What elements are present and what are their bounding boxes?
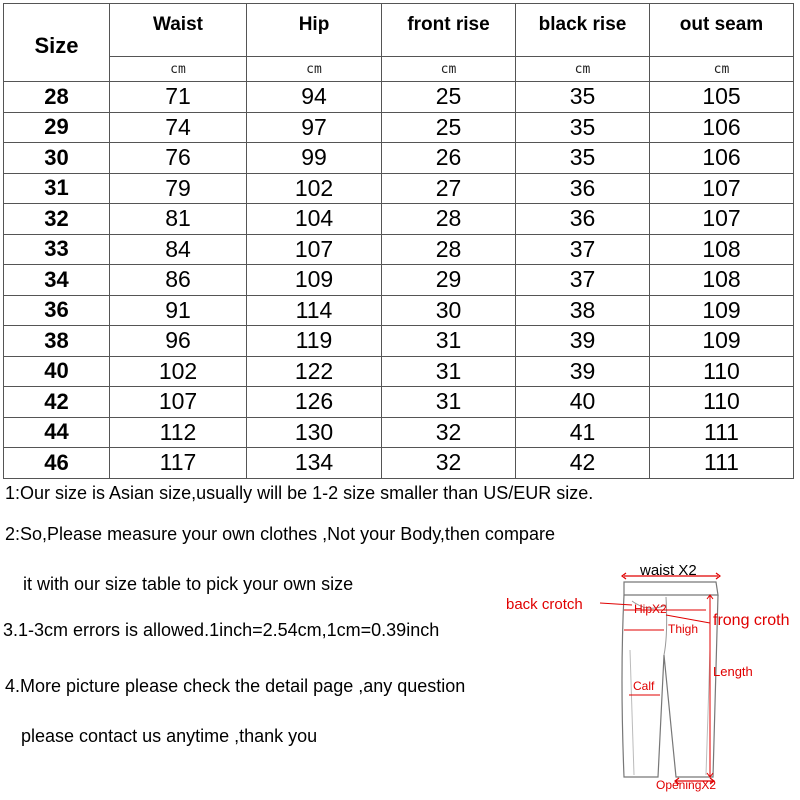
measurement-cell: 81 — [110, 204, 247, 235]
measurement-cell: 107 — [650, 204, 794, 235]
header-hip: Hip — [247, 4, 382, 57]
note-4: 4.More picture please check the detail page ,any question — [5, 676, 466, 696]
measurement-cell: 31 — [382, 356, 516, 387]
measurement-cell: 40 — [516, 387, 650, 418]
measurement-cell: 71 — [110, 82, 247, 113]
header-size: Size — [4, 4, 110, 82]
label-waist: waist X2 — [640, 562, 697, 579]
measurement-cell: 91 — [110, 295, 247, 326]
measurement-cell: 109 — [650, 326, 794, 357]
size-cell: 28 — [4, 82, 110, 113]
size-cell: 38 — [4, 326, 110, 357]
unit-cell: cm — [650, 57, 794, 82]
measurement-cell: 112 — [110, 417, 247, 448]
measurement-cell: 99 — [247, 143, 382, 174]
size-cell: 40 — [4, 356, 110, 387]
table-row — [4, 417, 794, 448]
measurement-cell: 134 — [247, 448, 382, 479]
measurement-cell: 108 — [650, 234, 794, 265]
measurement-cell: 102 — [110, 356, 247, 387]
table-header-row — [4, 4, 794, 57]
measurement-cell: 108 — [650, 265, 794, 296]
header-out-seam: out seam — [650, 4, 794, 57]
table-row — [4, 356, 794, 387]
measurement-cell: 41 — [516, 417, 650, 448]
table-row — [4, 265, 794, 296]
measurement-cell: 32 — [382, 448, 516, 479]
measurement-cell: 97 — [247, 112, 382, 143]
measurement-cell: 36 — [516, 173, 650, 204]
measurement-cell: 114 — [247, 295, 382, 326]
label-calf: Calf — [633, 679, 655, 693]
measurement-cell: 35 — [516, 143, 650, 174]
measurement-cell: 130 — [247, 417, 382, 448]
size-cell: 34 — [4, 265, 110, 296]
table-row — [4, 82, 794, 113]
label-thigh: Thigh — [668, 622, 699, 636]
measurement-cell: 110 — [650, 387, 794, 418]
unit-cell: cm — [247, 57, 382, 82]
measurement-cell: 105 — [650, 82, 794, 113]
unit-cell: cm — [382, 57, 516, 82]
unit-row — [4, 57, 794, 82]
measurement-cell: 29 — [382, 265, 516, 296]
size-cell: 33 — [4, 234, 110, 265]
pants-measurement-diagram — [500, 555, 800, 800]
table-row — [4, 204, 794, 235]
header-back-rise: black rise — [516, 4, 650, 57]
measurement-cell: 117 — [110, 448, 247, 479]
measurement-cell: 35 — [516, 82, 650, 113]
measurement-cell: 109 — [650, 295, 794, 326]
size-cell: 44 — [4, 417, 110, 448]
measurement-cell: 119 — [247, 326, 382, 357]
measurement-cell: 111 — [650, 417, 794, 448]
measurement-cell: 110 — [650, 356, 794, 387]
measurement-cell: 102 — [247, 173, 382, 204]
measurement-cell: 96 — [110, 326, 247, 357]
measurement-cell: 107 — [650, 173, 794, 204]
size-cell: 30 — [4, 143, 110, 174]
table-row — [4, 143, 794, 174]
table-row — [4, 173, 794, 204]
measurement-cell: 37 — [516, 234, 650, 265]
measurement-cell: 84 — [110, 234, 247, 265]
measurement-cell: 76 — [110, 143, 247, 174]
measurement-cell: 106 — [650, 112, 794, 143]
label-hip: HipX2 — [634, 602, 667, 616]
note-4-continued: please contact us anytime ,thank you — [21, 726, 318, 746]
measurement-cell: 126 — [247, 387, 382, 418]
measurement-cell: 86 — [110, 265, 247, 296]
measurement-cell: 109 — [247, 265, 382, 296]
measurement-cell: 28 — [382, 234, 516, 265]
note-2: 2:So,Please measure your own clothes ,Not your Body,then compare — [5, 524, 555, 544]
table-row — [4, 112, 794, 143]
note-1: 1:Our size is Asian size,usually will be 1-2 size smaller than US/EUR size. — [5, 483, 594, 503]
measurement-cell: 106 — [650, 143, 794, 174]
measurement-cell: 25 — [382, 82, 516, 113]
measurement-cell: 74 — [110, 112, 247, 143]
unit-cell: cm — [516, 57, 650, 82]
header-waist: Waist — [110, 4, 247, 57]
table-body — [4, 82, 794, 479]
size-cell: 31 — [4, 173, 110, 204]
measurement-cell: 39 — [516, 326, 650, 357]
measurement-cell: 39 — [516, 356, 650, 387]
table-row — [4, 387, 794, 418]
table-row — [4, 295, 794, 326]
label-length: Length — [713, 664, 753, 679]
size-cell: 29 — [4, 112, 110, 143]
table-row — [4, 326, 794, 357]
measurement-cell: 38 — [516, 295, 650, 326]
measurement-cell: 31 — [382, 387, 516, 418]
table-row — [4, 234, 794, 265]
label-front-crotch: frong croth — [713, 612, 790, 629]
measurement-cell: 27 — [382, 173, 516, 204]
size-table — [3, 3, 794, 479]
measurement-cell: 104 — [247, 204, 382, 235]
size-cell: 42 — [4, 387, 110, 418]
size-cell: 46 — [4, 448, 110, 479]
measurement-cell: 94 — [247, 82, 382, 113]
measurement-cell: 79 — [110, 173, 247, 204]
measurement-cell: 31 — [382, 326, 516, 357]
measurement-cell: 32 — [382, 417, 516, 448]
measurement-cell: 35 — [516, 112, 650, 143]
measurement-cell: 28 — [382, 204, 516, 235]
header-front-rise: front rise — [382, 4, 516, 57]
unit-cell: cm — [110, 57, 247, 82]
pants-outline-icon — [500, 555, 800, 800]
size-cell: 36 — [4, 295, 110, 326]
measurement-cell: 42 — [516, 448, 650, 479]
measurement-cell: 25 — [382, 112, 516, 143]
size-cell: 32 — [4, 204, 110, 235]
note-3: 3.1-3cm errors is allowed.1inch=2.54cm,1cm=0.39inch — [3, 620, 440, 640]
table-row — [4, 448, 794, 479]
measurement-cell: 26 — [382, 143, 516, 174]
measurement-cell: 111 — [650, 448, 794, 479]
measurement-cell: 37 — [516, 265, 650, 296]
label-opening: OpeningX2 — [656, 778, 717, 792]
measurement-cell: 107 — [247, 234, 382, 265]
measurement-cell: 36 — [516, 204, 650, 235]
measurement-cell: 122 — [247, 356, 382, 387]
measurement-cell: 107 — [110, 387, 247, 418]
measurement-cell: 30 — [382, 295, 516, 326]
note-2-continued: it with our size table to pick your own size — [23, 574, 354, 594]
label-back-crotch: back crotch — [506, 596, 583, 613]
